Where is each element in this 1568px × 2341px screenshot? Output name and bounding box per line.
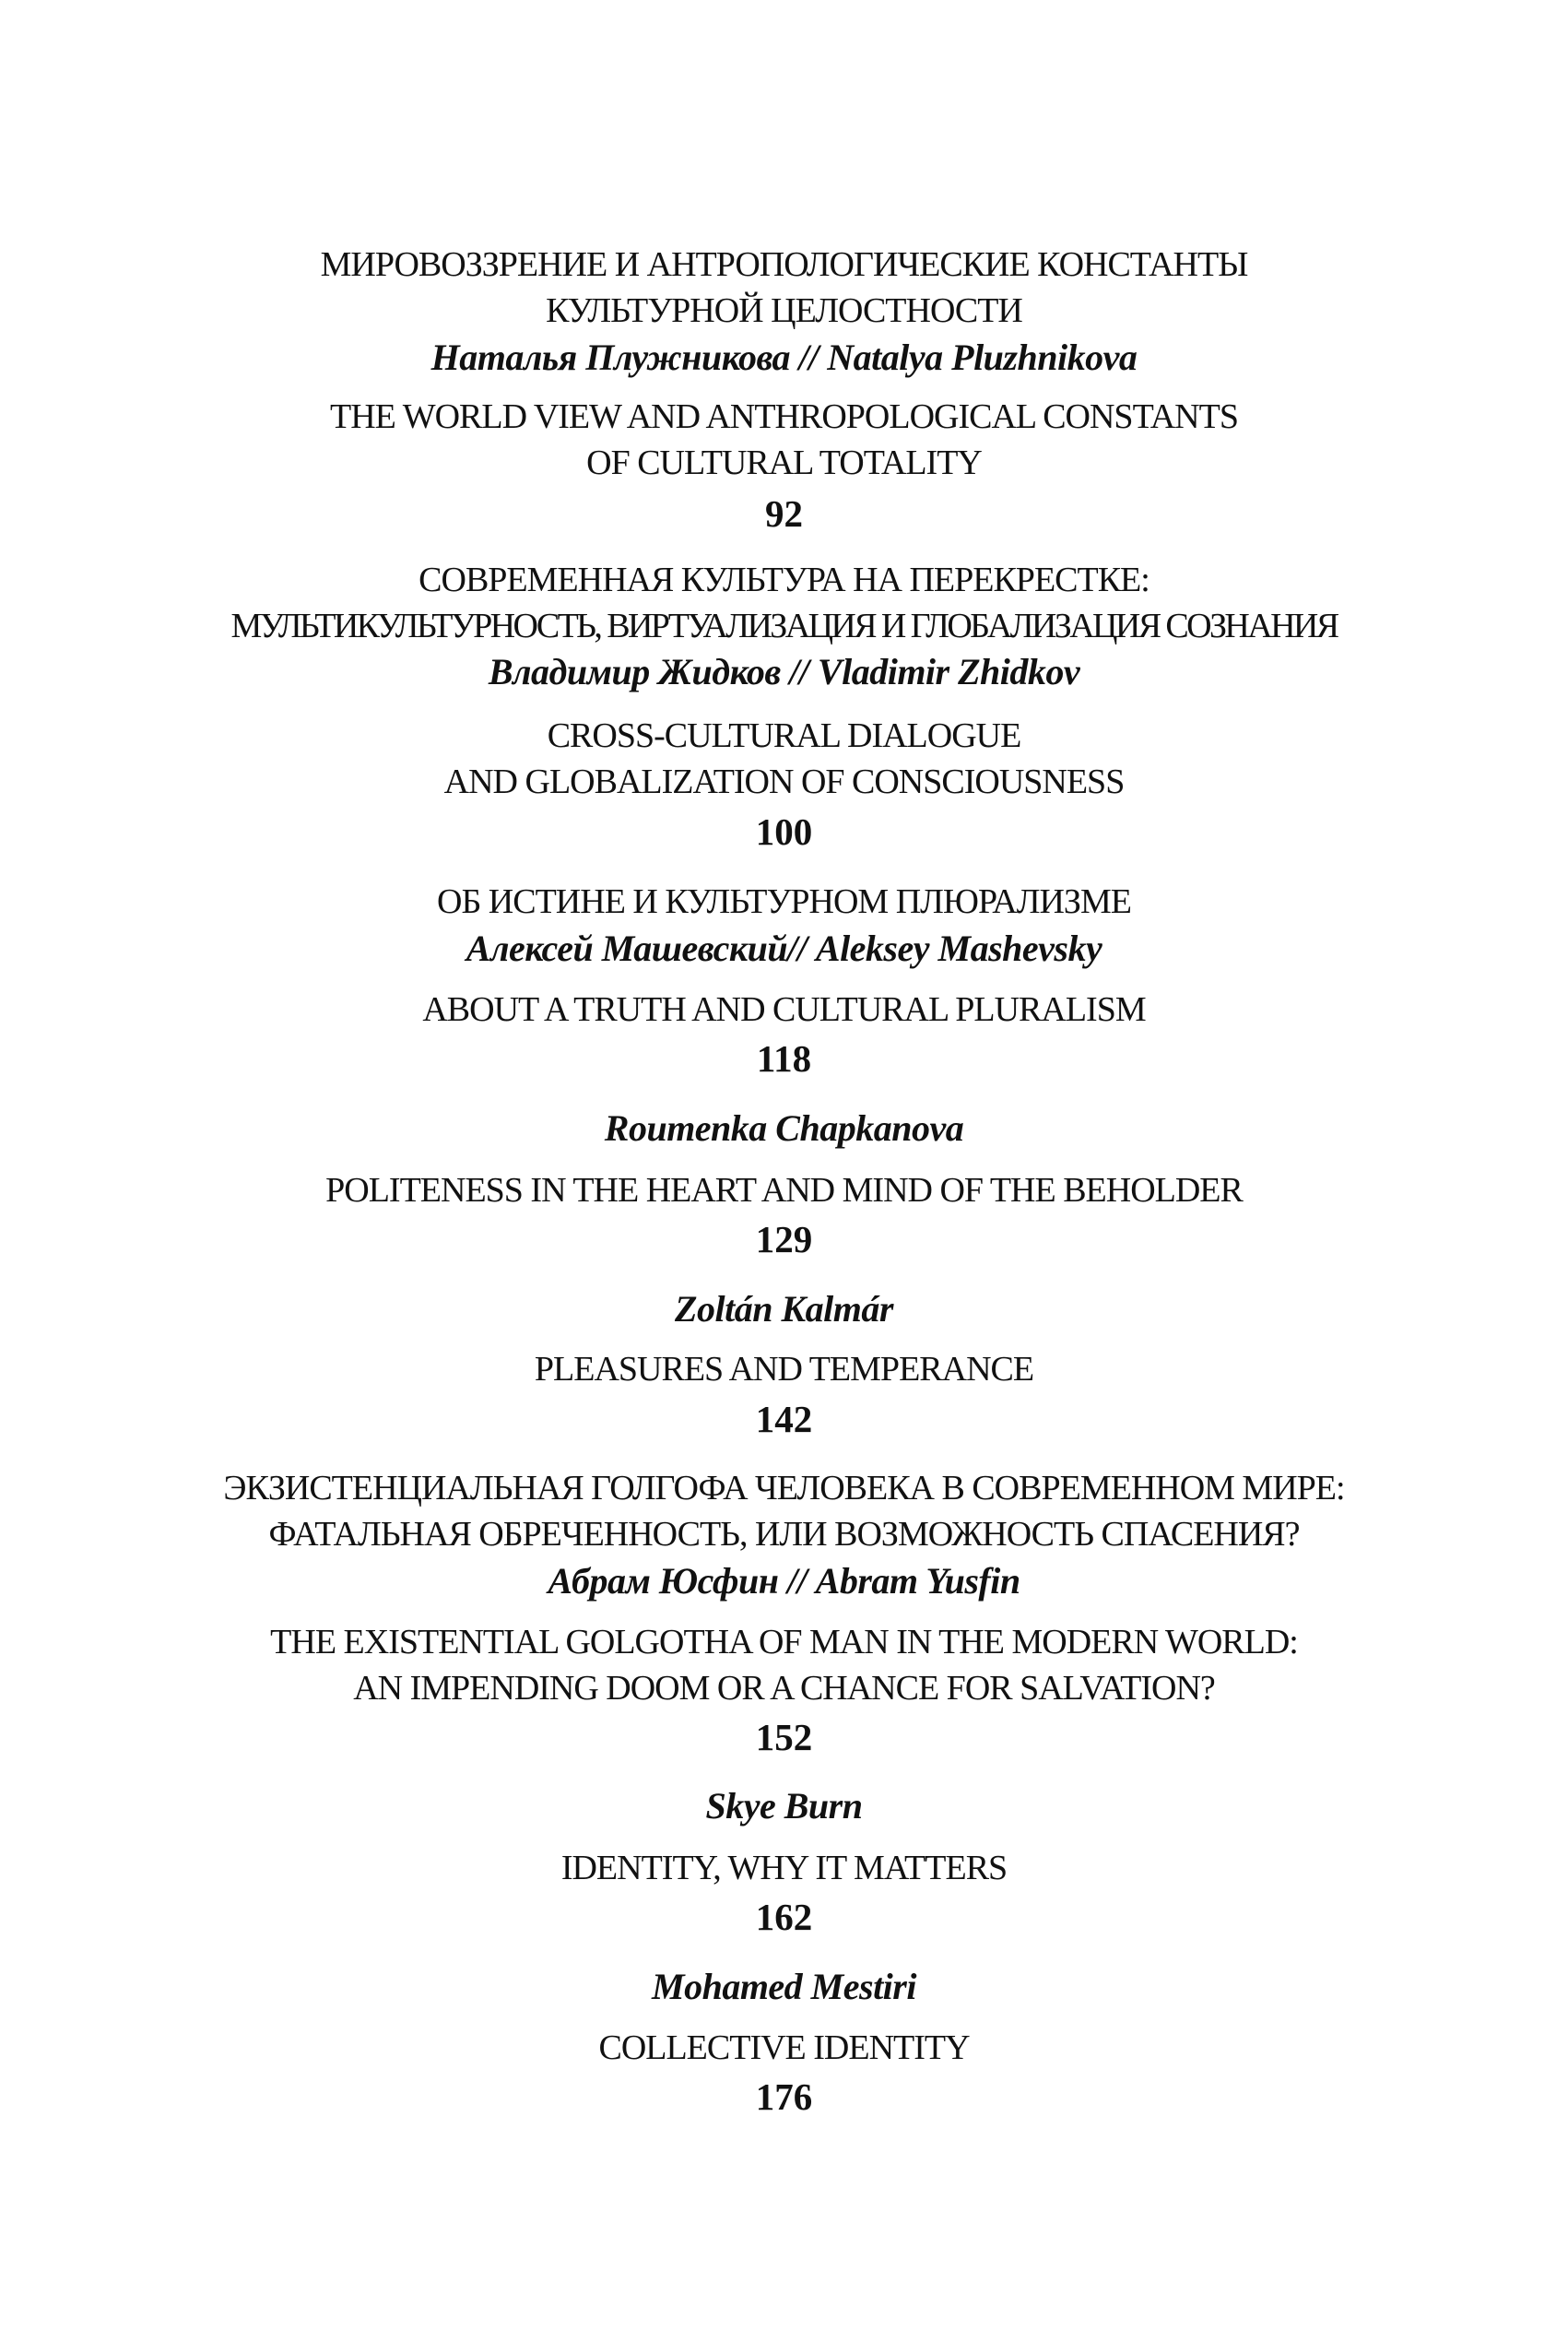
toc-english-title-line: AND GLOBALIZATION OF CONSCIOUSNESS xyxy=(443,763,1125,801)
toc-author: Roumenka Chapkanova xyxy=(604,1107,964,1149)
toc-english-title-line: AN IMPENDING DOOM OR A CHANCE FOR SALVATION? xyxy=(353,1669,1215,1708)
toc-page-number: 118 xyxy=(756,1037,812,1080)
toc-page-number: 100 xyxy=(755,810,813,853)
toc-author: Алексей Машевский// Aleksey Mashevsky xyxy=(466,928,1102,969)
toc-english-title-line: POLITENESS IN THE HEART AND MIND OF THE BEHOLDER xyxy=(325,1171,1243,1210)
toc-page-number: 152 xyxy=(755,1716,813,1758)
toc-author: Mohamed Mestiri xyxy=(652,1966,916,2007)
toc-english-title-line: ABOUT A TRUTH AND CULTURAL PLURALISM xyxy=(422,990,1146,1029)
toc-english-title-line: THE WORLD VIEW AND ANTHROPOLOGICAL CONSTANTS xyxy=(330,397,1238,436)
toc-author: Zoltán Kalmár xyxy=(675,1288,893,1330)
toc-page-number: 162 xyxy=(755,1896,813,1938)
toc-russian-title-line: ОБ ИСТИНЕ И КУЛЬТУРНОМ ПЛЮРАЛИЗМЕ xyxy=(437,882,1131,921)
toc-page-number: 176 xyxy=(755,2075,813,2118)
toc-author: Владимир Жидков // Vladimir Zhidkov xyxy=(488,651,1080,692)
toc-english-title-line: CROSS-CULTURAL DIALOGUE xyxy=(547,716,1021,755)
toc-russian-title-line: ФАТАЛЬНАЯ ОБРЕЧЕННОСТЬ, ИЛИ ВОЗМОЖНОСТЬ СПАСЕНИЯ? xyxy=(268,1515,1300,1554)
toc-russian-title-line: КУЛЬТУРНОЙ ЦЕЛОСТНОСТИ xyxy=(546,291,1022,330)
toc-english-title-line: IDENTITY, WHY IT MATTERS xyxy=(560,1849,1008,1887)
toc-page-number: 92 xyxy=(765,492,803,535)
toc-page-number: 129 xyxy=(755,1218,813,1260)
toc-russian-title-line: ЭКЗИСТЕНЦИАЛЬНАЯ ГОЛГОФА ЧЕЛОВЕКА В СОВРЕМЕННОМ МИРЕ: xyxy=(223,1469,1345,1507)
toc-english-title-line: PLEASURES AND TEMPERANCE xyxy=(534,1350,1034,1389)
toc-russian-title-line: МИРОВОЗЗРЕНИЕ И АНТРОПОЛОГИЧЕСКИЕ КОНСТАНТЫ xyxy=(320,245,1248,284)
toc-english-title-line: THE EXISTENTIAL GOLGOTHA OF MAN IN THE MODERN WORLD: xyxy=(270,1623,1298,1661)
toc-page-number: 142 xyxy=(755,1398,813,1440)
toc-english-title-line: OF CULTURAL TOTALITY xyxy=(586,443,982,482)
toc-author: Skye Burn xyxy=(705,1785,863,1827)
toc-english-title-line: COLLECTIVE IDENTITY xyxy=(598,2028,970,2067)
toc-author: Наталья Плужникова // Natalya Pluzhnikova xyxy=(430,337,1138,378)
toc-russian-title-line: МУЛЬТИКУЛЬТУРНОСТЬ, ВИРТУАЛИЗАЦИЯ И ГЛОБАЛИЗАЦИЯ СОЗНАНИЯ xyxy=(230,607,1338,645)
toc-author: Абрам Юсфин // Abram Yusfin xyxy=(548,1560,1020,1602)
toc-russian-title-line: СОВРЕМЕННАЯ КУЛЬТУРА НА ПЕРЕКРЕСТКЕ: xyxy=(419,561,1149,599)
